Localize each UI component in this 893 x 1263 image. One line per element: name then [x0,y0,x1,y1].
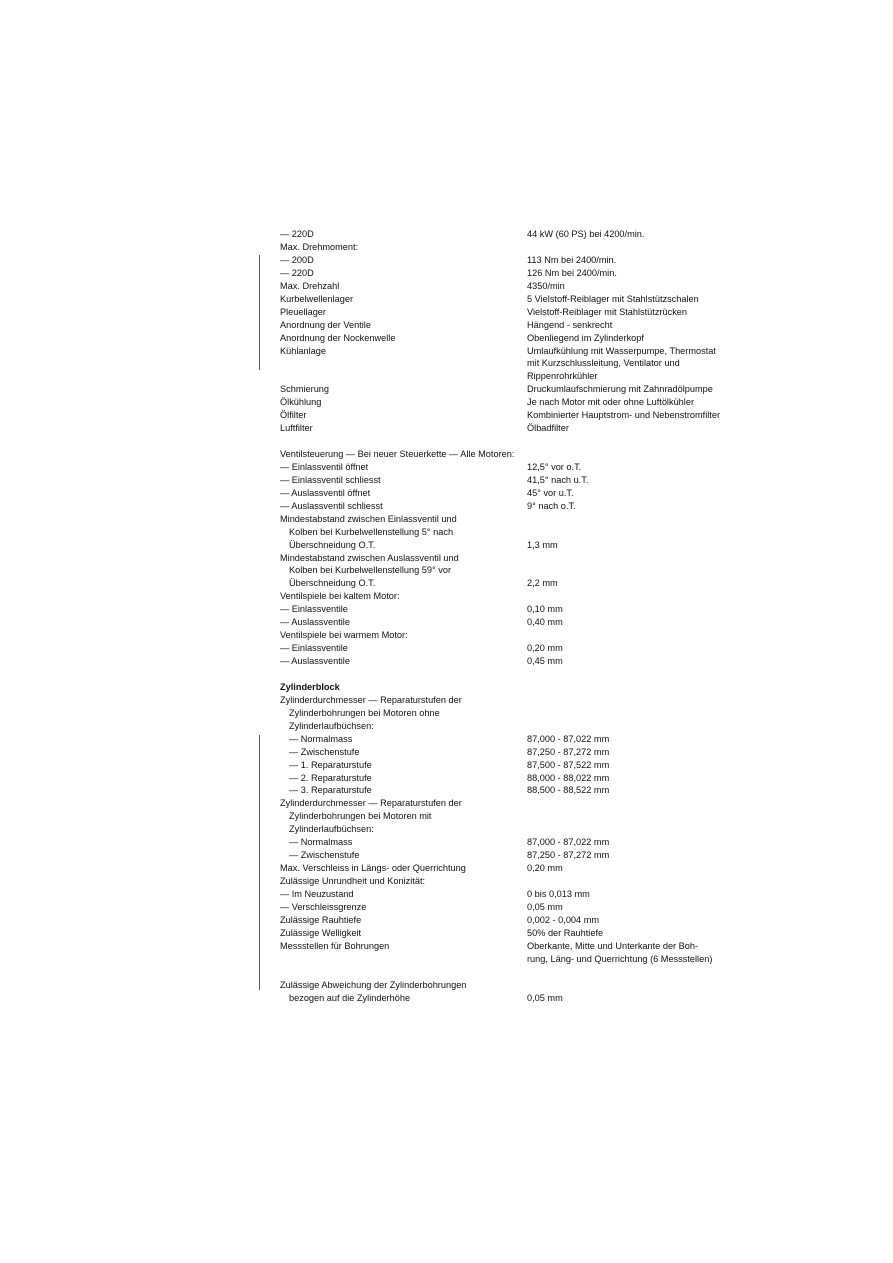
spec-label: — Verschleissgrenze [280,901,367,912]
spec-row [0,875,893,888]
spec-value: Rippenrohrkühler [527,371,598,382]
spec-value: 113 Nm bei 2400/min. [527,254,617,265]
spec-value: Kombinierter Hauptstrom- und Nebenstromfilter [527,410,721,421]
spec-row [0,293,893,306]
spec-row [0,862,893,875]
spec-label: — Normalmass [289,837,353,848]
spec-row [0,383,893,396]
spec-value: 5 Vielstoff-Reiblager mit Stahlstützschalen [527,293,699,304]
spec-row [0,332,893,345]
spec-row [0,823,893,836]
spec-label: — Einlassventil schliesst [280,474,381,485]
spec-value: 0,20 mm [527,643,563,654]
spec-row [0,992,893,1005]
spec-row [0,564,893,577]
spec-row [0,319,893,332]
spec-row [0,888,893,901]
spec-label: — 220D [280,229,314,239]
spec-row [0,396,893,409]
spec-row [0,784,893,797]
spec-row [0,681,893,694]
spec-row [0,616,893,629]
spec-row [0,409,893,422]
spec-row [0,797,893,810]
spec-value: Druckumlaufschmierung mit Zahnradölpumpe [527,384,713,395]
spec-label: Pleuellager [280,306,326,317]
spec-label: Max. Verschleiss in Längs- oder Querrichtung [280,863,466,874]
spec-label: — Normalmass [289,733,353,744]
spec-row [0,720,893,733]
spec-value: Je nach Motor mit oder ohne Luftölkühler [527,397,694,408]
spec-value: 0,002 - 0,004 mm [527,914,600,925]
spec-row [0,629,893,642]
spec-value: 0,40 mm [527,617,563,628]
spec-value: 44 kW (60 PS) bei 4200/min. [527,229,645,239]
spec-label: Schmierung [280,384,330,395]
spec-value: 2,2 mm [527,578,558,589]
spec-row [0,357,893,370]
spec-value: 0,10 mm [527,604,563,615]
spec-label: — Auslassventil schliesst [280,500,383,511]
spec-row [0,577,893,590]
spec-value: 87,250 - 87,272 mm [527,850,610,861]
spec-row [0,603,893,616]
spec-row [0,772,893,785]
spec-value: 0,20 mm [527,863,563,874]
spec-row [0,810,893,823]
spec-row [0,526,893,539]
spec-label: Zulässige Abweichung der Zylinderbohrungen [280,979,467,990]
spec-label: Ventilspiele bei warmem Motor: [280,630,408,641]
spec-label: Max. Drehzahl [280,280,340,291]
spec-label: — 200D [280,254,314,265]
section-heading: Zylinderblock [280,681,340,692]
spec-label: Zylinderbohrungen bei Motoren ohne [289,707,440,718]
spec-label: Zylinderdurchmesser — Reparaturstufen der [280,694,462,705]
spec-value: Umlaufkühlung mit Wasserpumpe, Thermostat [527,345,716,356]
spec-value: Oberkante, Mitte und Unterkante der Boh- [527,940,699,951]
spec-row [0,759,893,772]
spec-label: — Auslassventile [280,617,350,628]
spec-row [0,370,893,383]
spec-label: Luftfilter [280,423,313,434]
spec-label: Zylinderbohrungen bei Motoren mit [289,811,432,822]
spec-label: — Einlassventil öffnet [280,461,369,472]
spec-row [0,345,893,358]
spec-row [0,306,893,319]
spec-row [0,694,893,707]
spec-row [0,500,893,513]
spec-row [0,539,893,552]
spec-label: Mindestabstand zwischen Einlassventil und [280,513,457,524]
spec-row [0,927,893,940]
spec-row [0,940,893,953]
spec-value: 0,45 mm [527,656,563,666]
spec-label: Zulässige Welligkeit [280,927,362,938]
spec-value: 0,05 mm [527,992,563,1003]
spec-label: — Auslassventil öffnet [280,487,371,498]
spec-label: Anordnung der Nockenwelle [280,332,396,343]
spec-label: — Im Neuzustand [280,888,354,899]
spec-label: Ölkühlung [280,397,322,408]
spec-value: 4350/min [527,280,565,291]
spec-label: Kurbelwellenlager [280,293,354,304]
spec-row [0,474,893,487]
spec-row [0,241,893,254]
spec-value: 88,500 - 88,522 mm [527,785,610,796]
spec-label: Max. Drehmoment: [280,241,359,252]
spec-label: Ventilsteuerung — Bei neuer Steuerkette — Alle Motoren: [280,449,515,459]
spec-value: 88,000 - 88,022 mm [527,772,610,783]
spec-label: Ölfilter [280,410,307,421]
spec-label: — 220D [280,267,314,278]
spec-row [0,746,893,759]
spec-row [0,280,893,293]
spec-row [0,422,893,435]
spec-row [0,513,893,526]
spec-label: Zulässige Rauhtiefe [280,914,362,925]
spec-label: Kühlanlage [280,345,326,356]
spec-value: rung, Läng- und Querrichtung (6 Messstellen) [527,953,713,964]
spec-label: — Zwischenstufe [289,746,360,757]
spec-row [0,461,893,474]
spec-label: Zylinderlaufbüchsen: [289,824,374,835]
spec-value: Obenliegend im Zylinderkopf [527,332,644,343]
spec-value: 87,000 - 87,022 mm [527,837,610,848]
spec-row [0,914,893,927]
spec-label: — Einlassventile [280,604,348,615]
spec-label: Überschneidung O.T. [289,539,376,550]
spec-label: — 3. Reparaturstufe [289,785,372,796]
spec-label: Kolben bei Kurbelwellenstellung 59° vor [289,565,452,576]
spec-label: Überschneidung O.T. [289,578,376,589]
spec-row [0,448,893,461]
spec-value: Vielstoff-Reiblager mit Stahlstützrücken [527,306,688,317]
spec-value: 12,5° vor o.T. [527,461,582,472]
spec-value: 0 bis 0,013 mm [527,888,590,899]
spec-label: Zulässige Unrundheit und Konizität: [280,876,426,886]
spec-label: Kolben bei Kurbelwellenstellung 5° nach [289,526,454,537]
spec-label: — Zwischenstufe [289,850,360,861]
spec-value: 0,05 mm [527,901,563,912]
spec-value: 126 Nm bei 2400/min. [527,267,617,278]
spec-row [0,254,893,267]
spec-label: Anordnung der Ventile [280,319,371,330]
spec-label: Zylinderdurchmesser — Reparaturstufen der [280,798,462,809]
spec-label: — 2. Reparaturstufe [289,772,372,783]
spec-value: 9° nach o.T. [527,500,576,511]
spec-row [0,267,893,280]
spec-row [0,655,893,668]
spec-value: 87,500 - 87,522 mm [527,759,610,770]
spec-row [0,836,893,849]
spec-value: 45° vor u.T. [527,487,574,498]
spec-value: Ölbadfilter [527,423,569,434]
spec-row [0,707,893,720]
spec-value: 41,5° nach u.T. [527,474,589,485]
spec-label: Messstellen für Bohrungen [280,940,390,951]
spec-value: 87,000 - 87,022 mm [527,733,610,744]
spec-value: 1,3 mm [527,539,558,550]
spec-row [0,228,893,241]
spec-row [0,901,893,914]
spec-row [0,733,893,746]
spec-label: Zylinderlaufbüchsen: [289,720,374,731]
spec-label: — Einlassventile [280,643,348,654]
spec-value: 87,250 - 87,272 mm [527,746,610,757]
spec-row [0,487,893,500]
spec-row [0,642,893,655]
spec-row [0,590,893,603]
spec-label: Mindestabstand zwischen Auslassventil und [280,552,459,563]
spec-value: Hängend - senkrecht [527,319,613,330]
spec-row [0,849,893,862]
spec-row [0,552,893,565]
spec-label: — 1. Reparaturstufe [289,759,372,770]
spec-label: bezogen auf die Zylinderhöhe [289,992,411,1003]
spec-row [0,979,893,992]
spec-label: Ventilspiele bei kaltem Motor: [280,591,400,602]
spec-value: 50% der Rauhtiefe [527,927,604,938]
spec-label: — Auslassventile [280,656,350,666]
spec-row [0,953,893,966]
spec-value: mit Kurzschlussleitung, Ventilator und [527,358,680,369]
